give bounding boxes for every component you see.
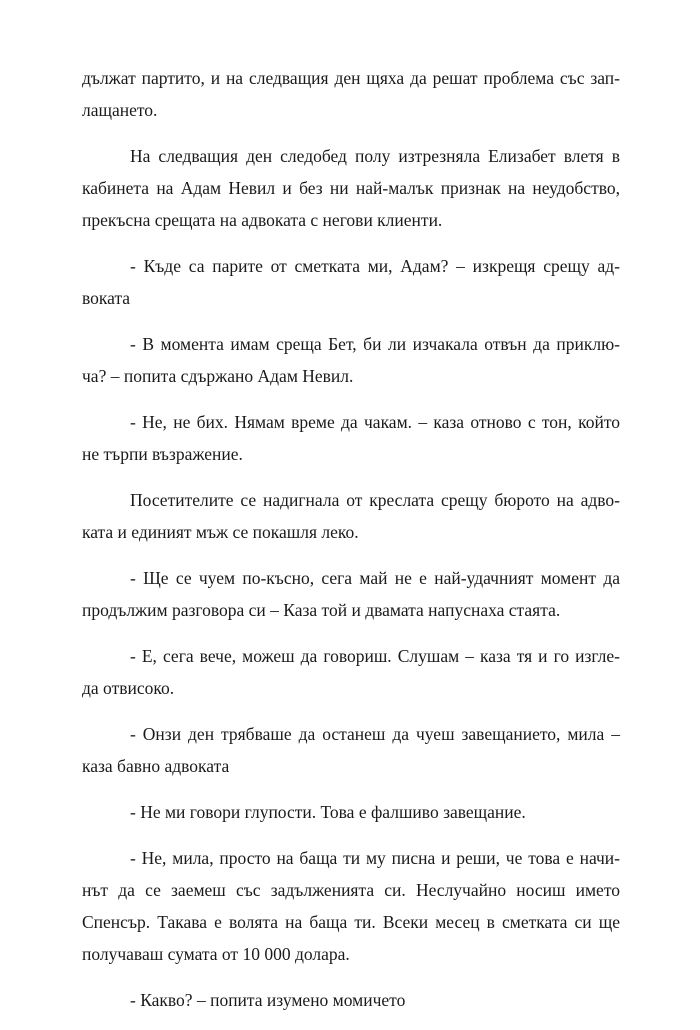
- paragraph: [82, 250, 620, 314]
- text-line: - В момента имам среща Бет, би ли изчакала отвън да приклю-: [130, 334, 620, 354]
- text-line: получаваш сумата от 10 000 долара.: [82, 944, 350, 964]
- body-text: [82, 62, 620, 1030]
- text-line: - Ще се чуем по-късно, сега май не е най-удачният момент да: [130, 568, 620, 588]
- paragraph: [82, 140, 620, 236]
- text-line: нът да се заемеш със задълженията си. Неслучайно носиш името: [82, 880, 620, 900]
- text-line: - Какво? – попита изумено момичето: [130, 990, 406, 1010]
- text-line: да отвисоко.: [82, 678, 175, 698]
- text-line: - Онзи ден трябваше да останеш да чуеш завещанието, мила –: [130, 724, 620, 744]
- text-line: - Не, мила, просто на баща ти му писна и реши, че това е начи-: [130, 848, 620, 868]
- paragraph: [82, 640, 620, 704]
- paragraph: [82, 984, 620, 1016]
- text-line: - Не ми говори глупости. Това е фалшиво завещание.: [130, 802, 526, 822]
- text-line: На следващия ден следобед полу изтрезняла Елизабет влетя в: [130, 146, 620, 166]
- text-line: прекъсна срещата на адвоката с негови клиенти.: [82, 210, 443, 230]
- text-line: не търпи възражение.: [82, 444, 243, 464]
- text-line: каза бавно адвоката: [82, 756, 230, 776]
- text-line: - Не, не бих. Нямам време да чакам. – каза отново с тон, който: [130, 412, 620, 432]
- paragraph: [82, 796, 620, 828]
- paragraph: [82, 406, 620, 470]
- text-line: дължат партито, и на следващия ден щяха да решат проблема със зап-: [82, 68, 620, 88]
- text-line: ча? – попита сдържано Адам Невил.: [82, 366, 354, 386]
- text-line: - Къде са парите от сметката ми, Адам? – изкрещя срещу ад-: [130, 256, 620, 276]
- paragraph: [82, 62, 620, 126]
- paragraph: [82, 484, 620, 548]
- text-line: продължим разговора си – Каза той и двамата напуснаха стаята.: [82, 600, 561, 620]
- text-line: Посетителите се надигнала от креслата срещу бюрото на адво-: [130, 490, 620, 510]
- paragraph: [82, 328, 620, 392]
- text-line: ката и единият мъж се покашля леко.: [82, 522, 359, 542]
- paragraph: [82, 842, 620, 970]
- paragraph: [82, 718, 620, 782]
- text-line: воката: [82, 288, 131, 308]
- text-line: - Е, сега вече, можеш да говориш. Слушам – каза тя и го изгле-: [130, 646, 620, 666]
- text-line: Спенсър. Такава е волята на баща ти. Всеки месец в сметката си ще: [82, 912, 620, 932]
- text-line: лащането.: [82, 100, 158, 120]
- text-line: кабинета на Адам Невил и без ни най-малък признак на неудобство,: [82, 178, 620, 198]
- paragraph: [82, 562, 620, 626]
